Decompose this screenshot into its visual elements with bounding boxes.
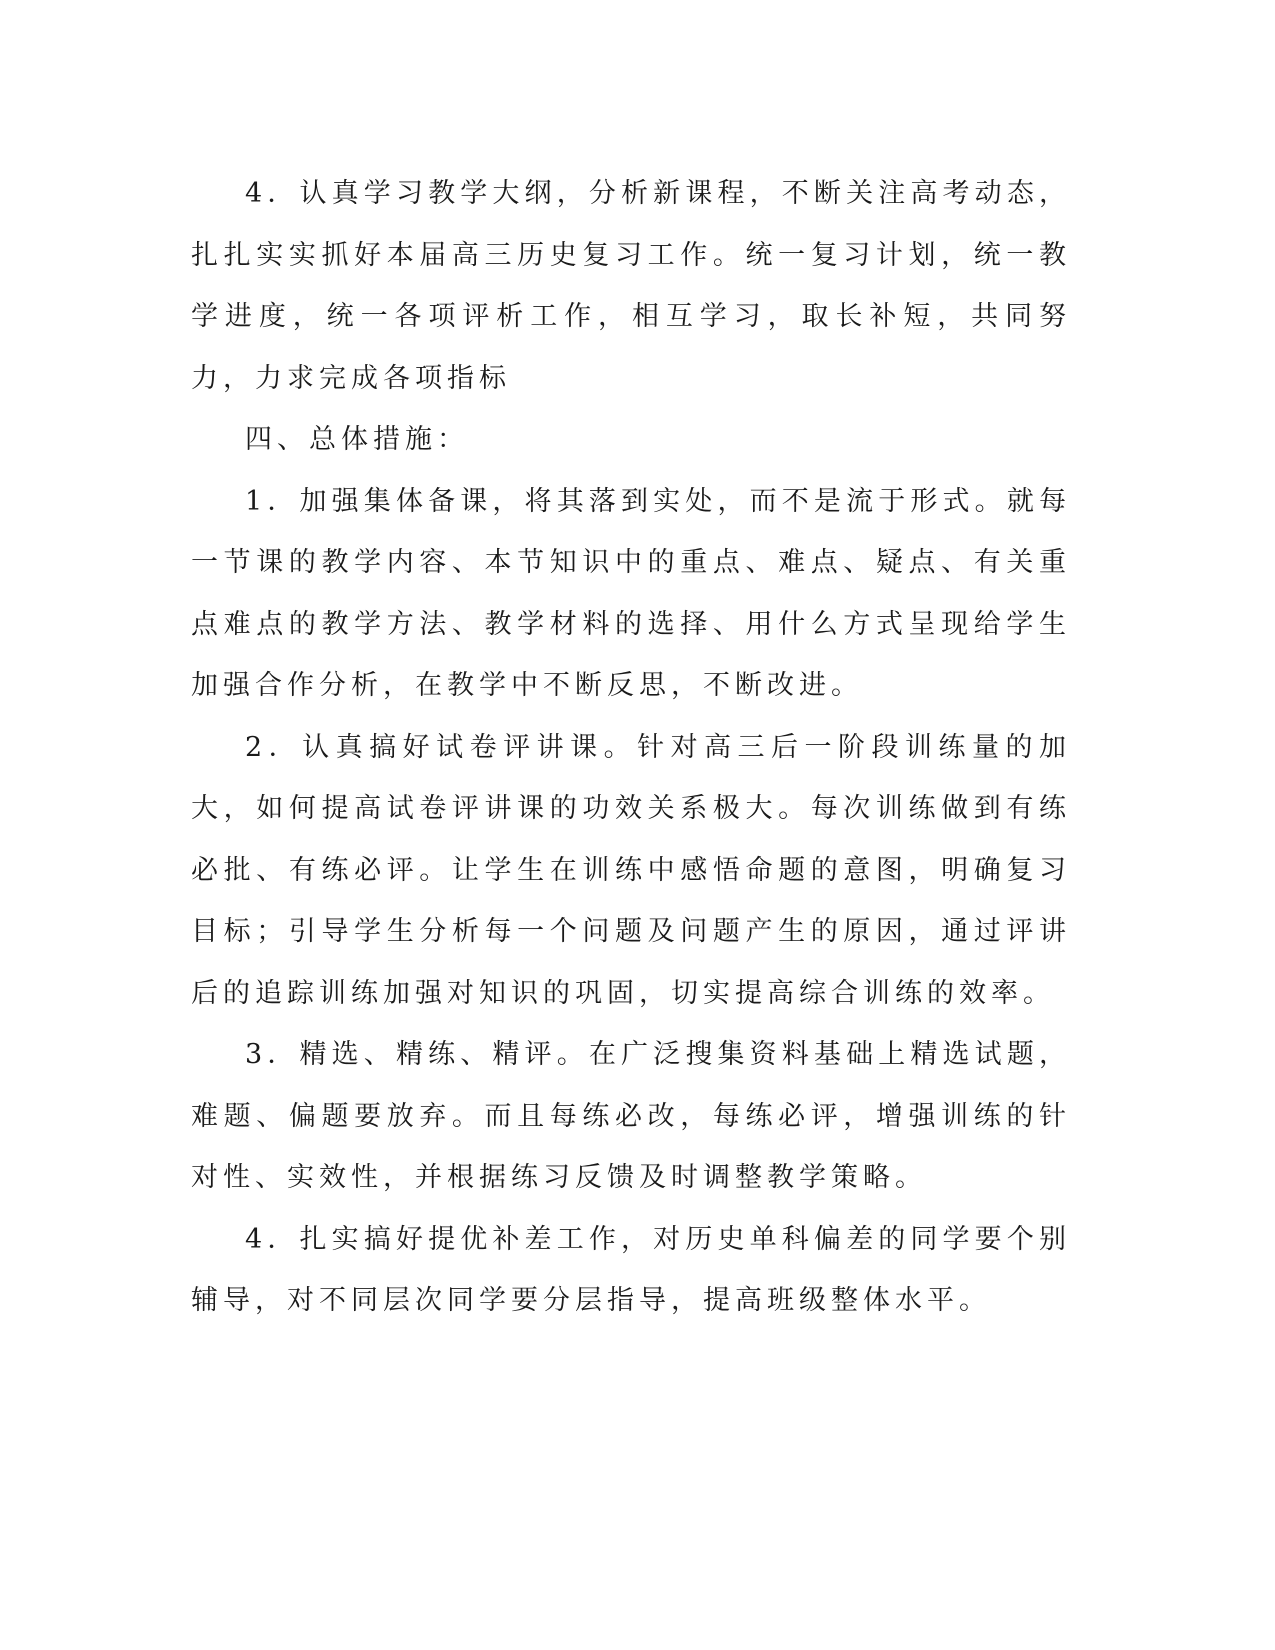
paragraph-tutoring: 4．扎实搞好提优补差工作，对历史单科偏差的同学要个别辅导，对不同层次同学要分层指导，提高班级整体水平。: [191, 1223, 1071, 1316]
paragraph-select-practice-review: 3．精选、精练、精评。在广泛搜集资料基础上精选试题，难题、偏题要放弃。而且每练必改，每练必评，增强训练的针对性、实效性，并根据练习反馈及时调整教学策略。: [191, 1039, 1071, 1193]
paragraph-collective-lesson-prep: 1．加强集体备课，将其落到实处，而不是流于形式。就每一节课的教学内容、本节知识中的重点、难点、疑点、有关重点难点的教学方法、教学材料的选择、用什么方式呈现给学生加强合作分析，在教学中不断反思，不断改进。: [191, 485, 1071, 701]
paragraph-syllabus-review: 4．认真学习教学大纲，分析新课程，不断关注高考动态，扎扎实实抓好本届高三历史复习工作。统一复习计划，统一教学进度，统一各项评析工作，相互学习，取长补短，共同努力，力求完成各项指标: [191, 178, 1071, 394]
section-heading-overall-measures: 四、总体措施：: [245, 424, 469, 455]
paragraph-test-review-lessons: 2．认真搞好试卷评讲课。针对高三后一阶段训练量的加大，如何提高试卷评讲课的功效关系极大。每次训练做到有练必批、有练必评。让学生在训练中感悟命题的意图，明确复习目标；引导学生分析每一个问题及问题产生的原因，通过评讲后的追踪训练加强对知识的巩固，切实提高综合训练的效率。: [191, 731, 1071, 1009]
document-body: [191, 163, 1071, 1332]
